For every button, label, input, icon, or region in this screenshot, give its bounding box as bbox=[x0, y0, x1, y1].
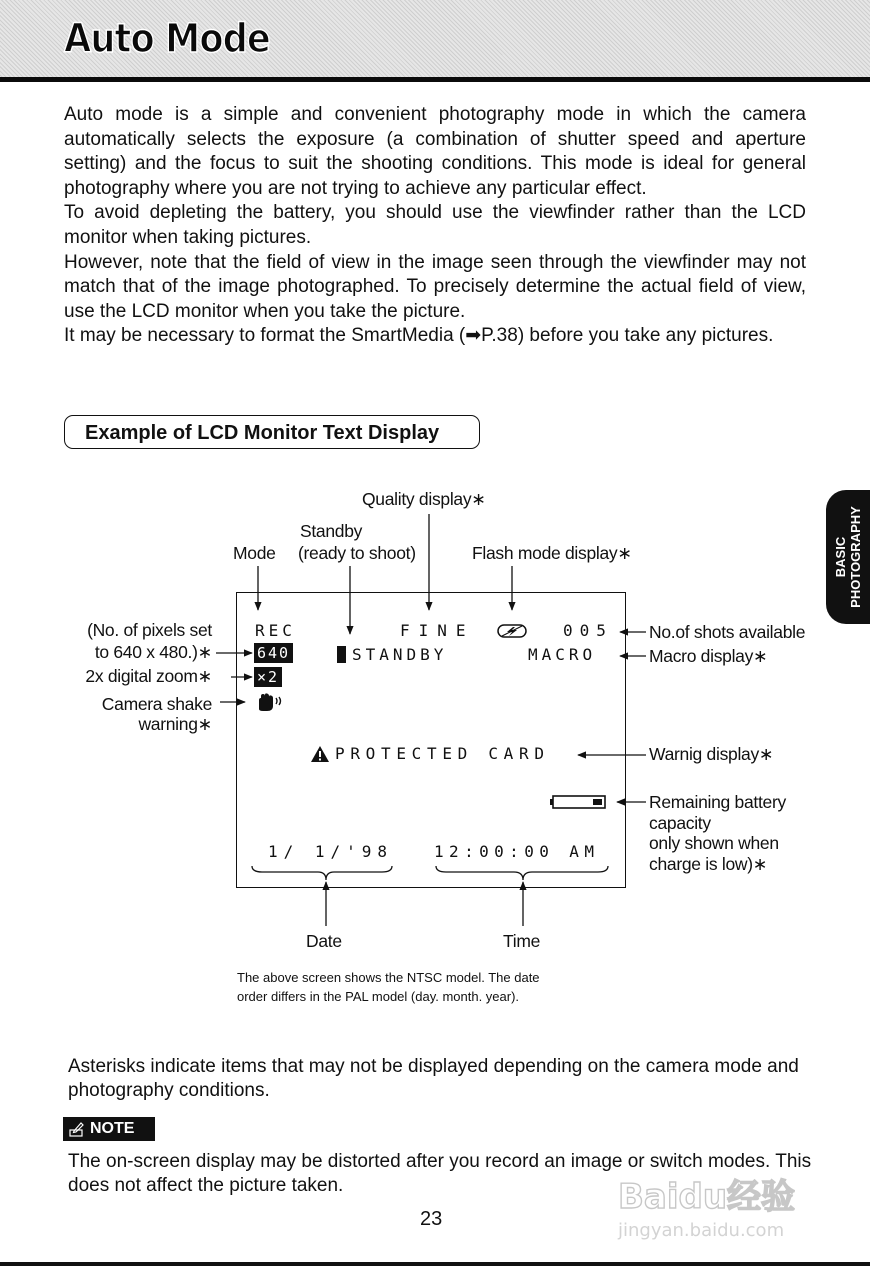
section-title: Example of LCD Monitor Text Display bbox=[85, 422, 440, 444]
label-standby: Standby bbox=[300, 521, 363, 541]
watermark-brand: Baidu经验 bbox=[618, 1177, 796, 1217]
asterisk-note: Asterisks indicate items that may not be displayed depending on the camera mode and photography conditions. bbox=[68, 1056, 799, 1101]
label-macro: Macro display∗ bbox=[649, 646, 768, 666]
warning-icon bbox=[310, 745, 330, 763]
lcd-date: 1/ 1/'98 bbox=[268, 842, 394, 861]
label-shake-line: Camera shake bbox=[101, 694, 212, 714]
label-pixels-line: (No. of pixels set bbox=[87, 620, 212, 640]
note-text: The on-screen display may be distorted after you record an image or switch modes. This does not affect the picture taken. bbox=[68, 1151, 812, 1196]
label-shots: No.of shots available bbox=[649, 622, 806, 642]
lcd-zoom: ×2 bbox=[254, 667, 282, 687]
label-shake-line: warning∗ bbox=[138, 714, 212, 734]
label-pixels bbox=[40, 619, 212, 663]
flash-off-icon bbox=[496, 623, 530, 639]
lcd-fine: FINE bbox=[400, 621, 475, 640]
label-standby-sub: (ready to shoot) bbox=[298, 543, 416, 563]
label-zoom: 2x digital zoom∗ bbox=[85, 666, 212, 686]
label-battery-line: charge is low)∗ bbox=[649, 853, 768, 874]
lcd-standby: STANDBY bbox=[352, 645, 448, 664]
side-tab bbox=[826, 490, 870, 624]
label-quality: Quality display∗ bbox=[362, 489, 486, 509]
intro-paragraph: Auto mode is a simple and convenient photography mode in which the camera automatically selects the exposure (a combination of shutter speed and aperture setting) and the focus to suit the shooting conditions. This mode is ideal for general photography where you are not trying to achieve any particular effect. bbox=[64, 104, 806, 199]
label-battery bbox=[649, 792, 786, 874]
diagram-footnote bbox=[237, 968, 637, 1006]
intro-paragraph: To avoid depleting the battery, you should use the viewfinder rather than the LCD monitor when taking pictures. bbox=[64, 202, 806, 248]
label-mode: Mode bbox=[233, 543, 276, 563]
pencil-icon bbox=[69, 1121, 85, 1137]
label-battery-line: only shown when bbox=[649, 833, 779, 853]
lcd-pixels: 640 bbox=[254, 643, 293, 663]
footnote-line: The above screen shows the NTSC model. The date bbox=[237, 970, 540, 985]
label-date: Date bbox=[306, 931, 342, 951]
lcd-standby-marker bbox=[337, 646, 346, 663]
lcd-time: 12:00:00 AM bbox=[434, 842, 600, 861]
footnote-line: order differs in the PAL model (day. month. year). bbox=[237, 989, 520, 1004]
label-warning: Warnig display∗ bbox=[649, 744, 774, 764]
intro-text bbox=[64, 103, 806, 349]
watermark-url: jingyan.baidu.com bbox=[618, 1220, 785, 1241]
intro-paragraph: However, note that the field of view in the image seen through the viewfinder may not match that of the image photographed. To precisely determine the actual field of view, use the LCD monitor when you take the picture. bbox=[64, 251, 806, 322]
note-badge bbox=[63, 1117, 155, 1141]
page-title: Auto Mode bbox=[64, 16, 270, 62]
bottom-rule bbox=[0, 1262, 870, 1266]
section-heading-box bbox=[64, 415, 480, 449]
intro-paragraph: It may be necessary to format the SmartMedia (➡P.38) before you take any pictures. bbox=[64, 325, 774, 347]
lcd-rec: REC bbox=[255, 621, 296, 640]
label-time: Time bbox=[503, 931, 541, 951]
side-tab-text bbox=[833, 492, 863, 622]
label-battery-line: capacity bbox=[649, 812, 711, 833]
label-flash: Flash mode display∗ bbox=[472, 543, 632, 563]
side-tab-line: PHOTOGRAPHY bbox=[848, 506, 863, 608]
side-tab-line: BASIC bbox=[833, 536, 848, 578]
header-rule bbox=[0, 77, 870, 82]
hand-shake-icon bbox=[255, 693, 285, 713]
lcd-macro: MACRO bbox=[528, 645, 597, 664]
note-label: NOTE bbox=[90, 1120, 135, 1137]
label-battery-line: Remaining battery bbox=[649, 792, 786, 812]
battery-icon bbox=[549, 794, 609, 810]
lcd-protected: PROTECTED CARD bbox=[335, 744, 550, 763]
label-pixels-line: to 640 x 480.)∗ bbox=[94, 642, 212, 662]
lcd-shots: 005 bbox=[563, 621, 613, 640]
page-number: 23 bbox=[420, 1208, 443, 1230]
baidu-watermark bbox=[614, 1170, 834, 1250]
label-shake bbox=[40, 694, 212, 734]
